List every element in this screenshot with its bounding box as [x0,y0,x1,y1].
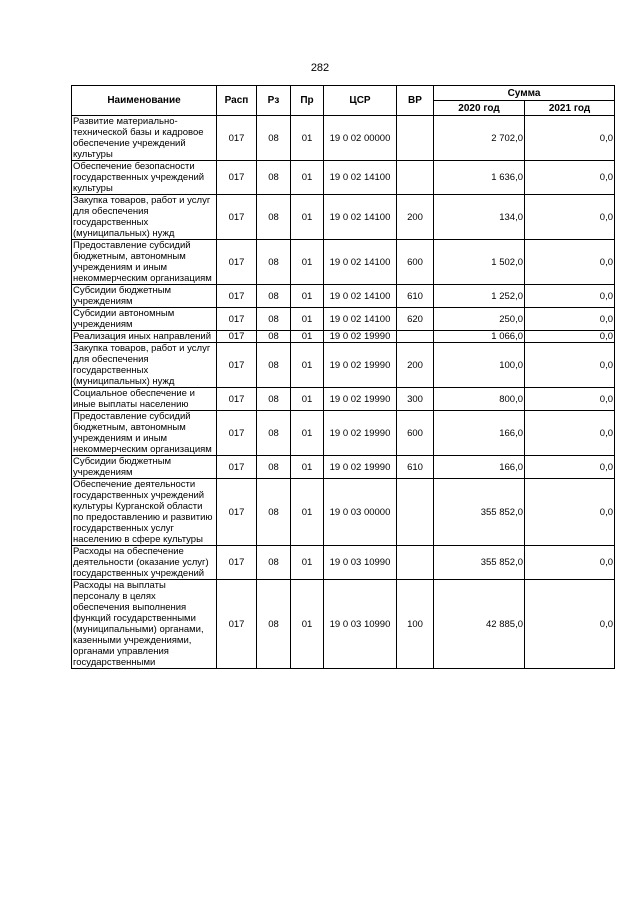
table-row [72,411,615,456]
cell-name: Обеспечение деятельности государственных учреждений культуры Курганской области по предоставлению и развитию государственных услуг населению в сфере культуры [72,479,217,546]
cell-rasp: 017 [217,411,257,456]
cell-2020: 1 502,0 [434,240,525,285]
table-row [72,456,615,479]
cell-csr: 19 0 02 19990 [324,343,397,388]
cell-pr: 01 [291,388,324,411]
cell-vr: 300 [397,388,434,411]
cell-2021: 0,0 [525,308,615,331]
cell-pr: 01 [291,411,324,456]
cell-2021: 0,0 [525,546,615,580]
cell-name: Реализация иных направлений [72,331,217,343]
cell-csr: 19 0 02 14100 [324,161,397,195]
cell-csr: 19 0 03 00000 [324,479,397,546]
cell-name: Закупка товаров, работ и услуг для обеспечения государственных (муниципальных) нужд [72,195,217,240]
cell-name: Субсидии бюджетным учреждениям [72,456,217,479]
cell-rasp: 017 [217,285,257,308]
cell-2020: 1 252,0 [434,285,525,308]
cell-csr: 19 0 02 19990 [324,331,397,343]
page-number: 282 [310,62,330,74]
table-row [72,308,615,331]
cell-2020: 1 066,0 [434,331,525,343]
cell-rasp: 017 [217,388,257,411]
table-row [72,116,615,161]
table-header [72,86,615,116]
cell-2020: 42 885,0 [434,580,525,669]
table-row [72,388,615,411]
cell-pr: 01 [291,161,324,195]
header-rz: Рз [257,86,291,116]
table-row [72,285,615,308]
cell-vr: 200 [397,343,434,388]
cell-vr: 600 [397,240,434,285]
cell-csr: 19 0 02 14100 [324,195,397,240]
cell-name: Закупка товаров, работ и услуг для обеспечения государственных (муниципальных) нужд [72,343,217,388]
cell-rz: 08 [257,240,291,285]
cell-rz: 08 [257,161,291,195]
cell-vr [397,161,434,195]
cell-pr: 01 [291,546,324,580]
cell-rasp: 017 [217,195,257,240]
cell-rasp: 017 [217,308,257,331]
header-2021: 2021 год [525,101,615,116]
cell-csr: 19 0 03 10990 [324,580,397,669]
cell-rz: 08 [257,331,291,343]
table-row [72,240,615,285]
cell-name: Предоставление субсидий бюджетным, автономным учреждениям и иным некоммерческим организациям [72,240,217,285]
table-row [72,546,615,580]
cell-pr: 01 [291,580,324,669]
cell-csr: 19 0 02 19990 [324,456,397,479]
cell-pr: 01 [291,285,324,308]
cell-csr: 19 0 02 00000 [324,116,397,161]
cell-rasp: 017 [217,456,257,479]
header-vr: ВР [397,86,434,116]
cell-csr: 19 0 02 14100 [324,285,397,308]
cell-2020: 100,0 [434,343,525,388]
cell-pr: 01 [291,240,324,285]
cell-rasp: 017 [217,240,257,285]
cell-2020: 134,0 [434,195,525,240]
cell-vr [397,479,434,546]
cell-vr: 200 [397,195,434,240]
header-2020: 2020 год [434,101,525,116]
cell-vr: 610 [397,285,434,308]
cell-name: Предоставление субсидий бюджетным, автономным учреждениям и иным некоммерческим организациям [72,411,217,456]
cell-csr: 19 0 02 14100 [324,240,397,285]
cell-2020: 1 636,0 [434,161,525,195]
cell-name: Обеспечение безопасности государственных учреждений культуры [72,161,217,195]
cell-name: Субсидии автономным учреждениям [72,308,217,331]
cell-rz: 08 [257,456,291,479]
cell-vr: 620 [397,308,434,331]
cell-2021: 0,0 [525,195,615,240]
cell-rasp: 017 [217,580,257,669]
cell-pr: 01 [291,343,324,388]
cell-name: Развитие материально-технической базы и кадровое обеспечение учреждений культуры [72,116,217,161]
cell-2020: 166,0 [434,456,525,479]
cell-pr: 01 [291,479,324,546]
cell-2020: 166,0 [434,411,525,456]
cell-2020: 355 852,0 [434,546,525,580]
table-row [72,331,615,343]
cell-rz: 08 [257,580,291,669]
header-rasp: Расп [217,86,257,116]
table-row [72,161,615,195]
cell-2021: 0,0 [525,456,615,479]
cell-name: Социальное обеспечение и иные выплаты населению [72,388,217,411]
cell-rasp: 017 [217,116,257,161]
cell-name: Субсидии бюджетным учреждениям [72,285,217,308]
table-row [72,580,615,669]
cell-csr: 19 0 03 10990 [324,546,397,580]
table-body [72,116,615,669]
cell-2021: 0,0 [525,388,615,411]
cell-rz: 08 [257,195,291,240]
cell-2021: 0,0 [525,240,615,285]
cell-pr: 01 [291,116,324,161]
cell-rasp: 017 [217,546,257,580]
cell-rasp: 017 [217,161,257,195]
cell-2021: 0,0 [525,479,615,546]
cell-csr: 19 0 02 19990 [324,388,397,411]
header-sum: Сумма [434,86,615,101]
cell-2020: 355 852,0 [434,479,525,546]
table-row [72,343,615,388]
cell-2020: 800,0 [434,388,525,411]
table-row [72,479,615,546]
cell-csr: 19 0 02 14100 [324,308,397,331]
cell-2021: 0,0 [525,285,615,308]
budget-table [71,85,615,669]
cell-rz: 08 [257,411,291,456]
cell-name: Расходы на выплаты персоналу в целях обеспечения выполнения функций государственными (муниципальными) органами, казенными учреждениями, органами управления государственными [72,580,217,669]
cell-pr: 01 [291,195,324,240]
cell-rz: 08 [257,546,291,580]
cell-pr: 01 [291,308,324,331]
cell-vr: 600 [397,411,434,456]
cell-vr [397,546,434,580]
header-pr: Пр [291,86,324,116]
cell-csr: 19 0 02 19990 [324,411,397,456]
cell-rz: 08 [257,343,291,388]
cell-2021: 0,0 [525,343,615,388]
cell-2021: 0,0 [525,116,615,161]
header-name: Наименование [72,86,217,116]
cell-2020: 2 702,0 [434,116,525,161]
cell-vr: 610 [397,456,434,479]
cell-rasp: 017 [217,343,257,388]
table-row [72,195,615,240]
cell-2021: 0,0 [525,161,615,195]
cell-vr [397,116,434,161]
cell-pr: 01 [291,331,324,343]
header-csr: ЦСР [324,86,397,116]
cell-rz: 08 [257,285,291,308]
cell-2021: 0,0 [525,411,615,456]
cell-name: Расходы на обеспечение деятельности (оказание услуг) государственных учреждений [72,546,217,580]
cell-pr: 01 [291,456,324,479]
cell-rasp: 017 [217,479,257,546]
cell-rz: 08 [257,479,291,546]
cell-rasp: 017 [217,331,257,343]
cell-vr: 100 [397,580,434,669]
cell-vr [397,331,434,343]
cell-2020: 250,0 [434,308,525,331]
cell-rz: 08 [257,308,291,331]
cell-2021: 0,0 [525,580,615,669]
cell-rz: 08 [257,116,291,161]
cell-2021: 0,0 [525,331,615,343]
cell-rz: 08 [257,388,291,411]
